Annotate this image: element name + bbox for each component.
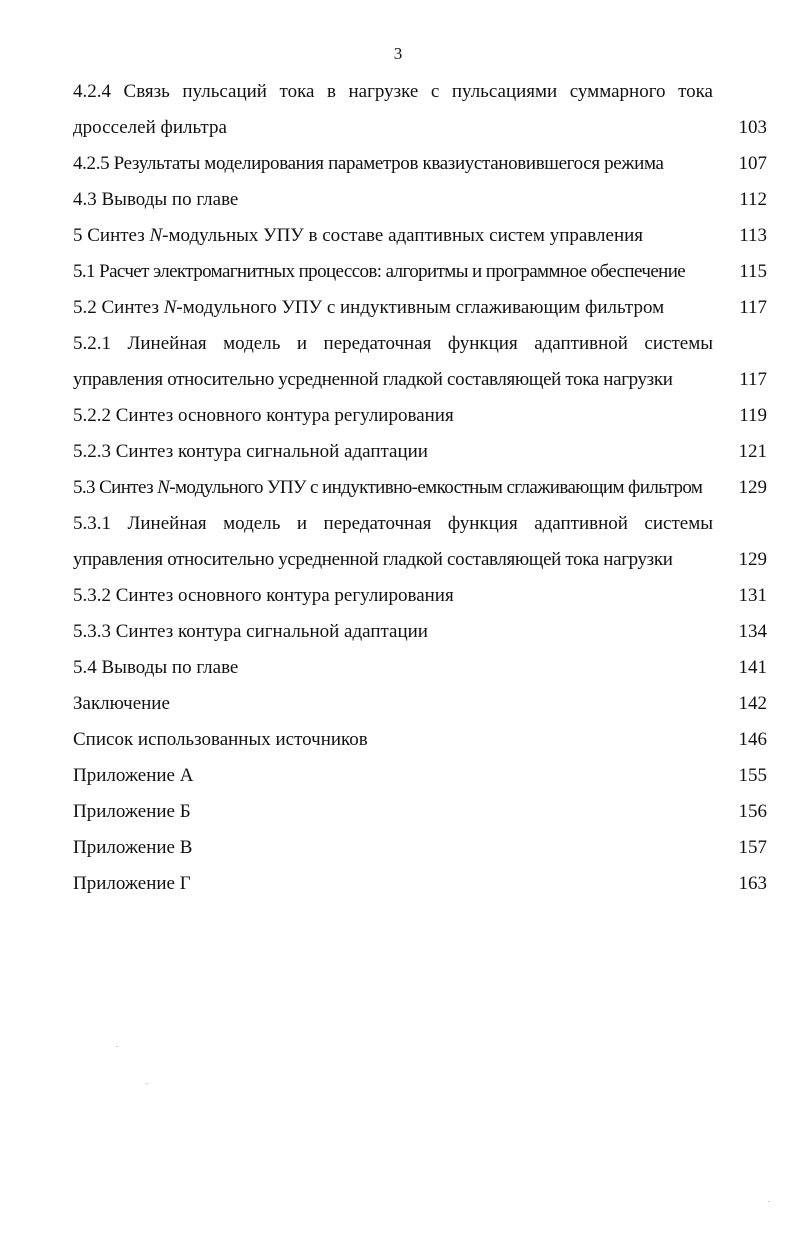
toc-entry-title: Приложение Б xyxy=(73,801,191,822)
table-of-contents xyxy=(73,74,767,902)
scan-speck xyxy=(146,1083,148,1084)
page-number: 3 xyxy=(393,44,403,63)
toc-entry-page: 117 xyxy=(739,369,767,390)
toc-entry-page: 121 xyxy=(738,441,767,462)
toc-entry-title: 5.2.2 Синтез основного контура регулирования xyxy=(73,405,454,426)
toc-entry xyxy=(73,650,767,686)
toc-entry-title: Список использованных источников xyxy=(73,729,368,750)
toc-entry-title: 5.3.2 Синтез основного контура регулирования xyxy=(73,585,454,606)
toc-entry xyxy=(73,470,767,506)
toc-entry-page: 117 xyxy=(739,297,767,318)
toc-entry-page: 146 xyxy=(738,729,767,750)
toc-entry-title: 5.2 Синтез N-модульного УПУ с индуктивным сглаживающим фильтром xyxy=(73,297,665,318)
toc-entry-title: 5.3 Синтез N-модульного УПУ с индуктивно-емкостным сглаживающим фильтром xyxy=(73,477,703,498)
toc-entry xyxy=(73,578,767,614)
toc-entry xyxy=(73,398,767,434)
toc-entry-page: 112 xyxy=(739,189,767,210)
toc-entry xyxy=(73,254,767,290)
toc-entry-title: 5 Синтез N-модульных УПУ в составе адаптивных систем управления xyxy=(73,225,644,246)
toc-entry-title: 5.3.3 Синтез контура сигнальной адаптации xyxy=(73,621,428,642)
toc-entry xyxy=(73,218,767,254)
toc-entry-page: 113 xyxy=(739,225,767,246)
toc-entry-title: 5.2.1 Линейная модель и передаточная функция адаптивной системы xyxy=(73,333,713,354)
toc-entry xyxy=(73,758,767,794)
toc-entry-page: 129 xyxy=(738,477,767,498)
toc-entry xyxy=(73,506,767,542)
toc-entry-page: 142 xyxy=(738,693,767,714)
toc-entry xyxy=(73,866,767,902)
toc-entry xyxy=(73,722,767,758)
toc-entry-title: 5.3.1 Линейная модель и передаточная функция адаптивной системы xyxy=(73,513,713,534)
toc-entry-title: управления относительно усредненной гладкой составляющей тока нагрузки xyxy=(73,549,673,570)
toc-entry xyxy=(73,110,767,146)
scan-speck xyxy=(116,1046,118,1047)
toc-entry xyxy=(73,290,767,326)
toc-entry xyxy=(73,326,767,362)
toc-entry xyxy=(73,686,767,722)
toc-entry-page: 157 xyxy=(738,837,767,858)
toc-entry xyxy=(73,146,767,182)
toc-entry xyxy=(73,542,767,578)
toc-entry-title: 5.4 Выводы по главе xyxy=(73,657,239,678)
toc-entry-title: Приложение Г xyxy=(73,873,191,894)
toc-entry-title: дросселей фильтра xyxy=(73,117,227,138)
toc-entry xyxy=(73,362,767,398)
toc-entry-page: 141 xyxy=(738,657,767,678)
toc-entry-page: 119 xyxy=(739,405,767,426)
toc-entry-page: 115 xyxy=(739,261,767,282)
toc-entry-page: 134 xyxy=(738,621,767,642)
toc-entry-title: управления относительно усредненной гладкой составляющей тока нагрузки xyxy=(73,369,673,390)
toc-entry xyxy=(73,794,767,830)
toc-entry-title: 5.1 Расчет электромагнитных процессов: алгоритмы и программное обеспечение xyxy=(73,261,686,282)
toc-entry xyxy=(73,614,767,650)
toc-entry xyxy=(73,434,767,470)
toc-entry-page: 107 xyxy=(738,153,767,174)
toc-entry-page: 155 xyxy=(738,765,767,786)
toc-entry-title: 4.3 Выводы по главе xyxy=(73,189,239,210)
toc-entry-page: 129 xyxy=(738,549,767,570)
toc-entry-title: 4.2.5 Результаты моделирования параметров квазиустановившегося режима xyxy=(73,153,664,174)
toc-entry-title: 5.2.3 Синтез контура сигнальной адаптации xyxy=(73,441,428,462)
toc-entry xyxy=(73,830,767,866)
toc-entry xyxy=(73,74,767,110)
toc-entry-page: 156 xyxy=(738,801,767,822)
toc-entry-title: Приложение В xyxy=(73,837,193,858)
toc-entry-page: 103 xyxy=(738,117,767,138)
toc-entry-title: 4.2.4 Связь пульсаций тока в нагрузке с пульсациями суммарного тока xyxy=(73,81,713,102)
toc-entry xyxy=(73,182,767,218)
toc-entry-title: Приложение А xyxy=(73,765,194,786)
toc-entry-page: 163 xyxy=(738,873,767,894)
toc-entry-page: 131 xyxy=(738,585,767,606)
toc-entry-title: Заключение xyxy=(73,693,170,714)
scan-speck xyxy=(768,1201,770,1202)
